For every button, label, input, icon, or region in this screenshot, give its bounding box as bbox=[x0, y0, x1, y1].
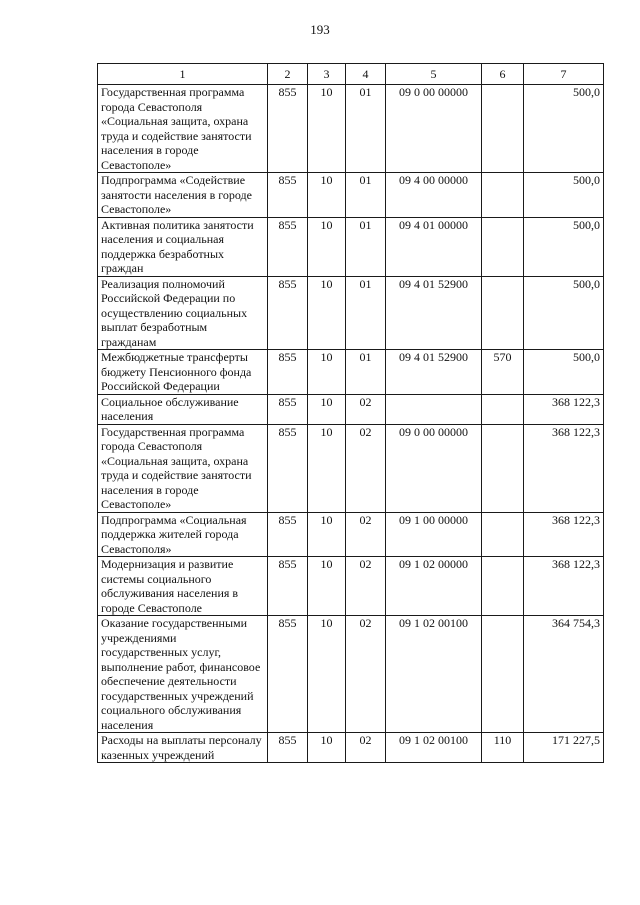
row-col-2: 855 bbox=[268, 394, 308, 424]
row-col-2: 855 bbox=[268, 85, 308, 173]
row-name: Модернизация и развитие системы социального обслуживания населения в городе Севастополе bbox=[98, 557, 268, 616]
header-col-5: 5 bbox=[386, 64, 482, 85]
row-col-5: 09 0 00 00000 bbox=[386, 85, 482, 173]
row-col-7: 500,0 bbox=[524, 173, 604, 218]
row-col-6 bbox=[482, 217, 524, 276]
row-col-6 bbox=[482, 557, 524, 616]
row-col-4: 02 bbox=[346, 512, 386, 557]
header-col-3: 3 bbox=[308, 64, 346, 85]
header-col-6: 6 bbox=[482, 64, 524, 85]
table-row bbox=[98, 217, 604, 276]
row-col-3: 10 bbox=[308, 173, 346, 218]
row-col-2: 855 bbox=[268, 733, 308, 763]
header-row bbox=[98, 64, 604, 85]
row-name: Подпрограмма «Содействие занятости населения в городе Севастополе» bbox=[98, 173, 268, 218]
row-col-4: 01 bbox=[346, 276, 386, 350]
row-col-4: 01 bbox=[346, 173, 386, 218]
budget-table bbox=[97, 63, 604, 763]
row-col-5: 09 1 02 00100 bbox=[386, 616, 482, 733]
row-col-5: 09 1 00 00000 bbox=[386, 512, 482, 557]
row-col-6: 110 bbox=[482, 733, 524, 763]
row-col-2: 855 bbox=[268, 557, 308, 616]
row-col-2: 855 bbox=[268, 424, 308, 512]
row-col-4: 02 bbox=[346, 394, 386, 424]
row-col-3: 10 bbox=[308, 394, 346, 424]
table-row bbox=[98, 557, 604, 616]
row-col-3: 10 bbox=[308, 276, 346, 350]
table-row bbox=[98, 276, 604, 350]
row-col-4: 02 bbox=[346, 616, 386, 733]
row-name: Реализация полномочий Российской Федерации по осуществлению социальных выплат безработным гражданам bbox=[98, 276, 268, 350]
header-col-1: 1 bbox=[98, 64, 268, 85]
row-col-4: 02 bbox=[346, 557, 386, 616]
row-col-3: 10 bbox=[308, 616, 346, 733]
row-name: Расходы на выплаты персоналу казенных учреждений bbox=[98, 733, 268, 763]
row-col-3: 10 bbox=[308, 85, 346, 173]
row-col-3: 10 bbox=[308, 350, 346, 395]
row-col-5: 09 4 00 00000 bbox=[386, 173, 482, 218]
row-col-4: 01 bbox=[346, 85, 386, 173]
header-col-4: 4 bbox=[346, 64, 386, 85]
row-col-2: 855 bbox=[268, 217, 308, 276]
row-col-4: 02 bbox=[346, 733, 386, 763]
row-col-6: 570 bbox=[482, 350, 524, 395]
row-col-7: 500,0 bbox=[524, 85, 604, 173]
row-col-7: 500,0 bbox=[524, 276, 604, 350]
row-col-5: 09 4 01 52900 bbox=[386, 350, 482, 395]
row-col-3: 10 bbox=[308, 512, 346, 557]
table-row bbox=[98, 616, 604, 733]
row-col-4: 01 bbox=[346, 217, 386, 276]
row-col-5: 09 1 02 00000 bbox=[386, 557, 482, 616]
row-col-5: 09 1 02 00100 bbox=[386, 733, 482, 763]
row-name: Межбюджетные трансферты бюджету Пенсионного фонда Российской Федерации bbox=[98, 350, 268, 395]
table-row bbox=[98, 733, 604, 763]
row-col-4: 02 bbox=[346, 424, 386, 512]
row-col-2: 855 bbox=[268, 512, 308, 557]
row-col-6 bbox=[482, 173, 524, 218]
page-number: 193 bbox=[310, 22, 330, 37]
row-col-5: 09 0 00 00000 bbox=[386, 424, 482, 512]
row-col-2: 855 bbox=[268, 616, 308, 733]
row-col-4: 01 bbox=[346, 350, 386, 395]
table-row bbox=[98, 350, 604, 395]
row-name: Государственная программа города Севастополя «Социальная защита, охрана труда и содействие занятости населения в городе Севастополе» bbox=[98, 424, 268, 512]
row-col-7: 500,0 bbox=[524, 217, 604, 276]
row-name: Оказание государственными учреждениями государственных услуг, выполнение работ, финансовое обеспечение деятельности государственных учреждений социального обслуживания населения bbox=[98, 616, 268, 733]
row-col-6 bbox=[482, 394, 524, 424]
row-col-6 bbox=[482, 276, 524, 350]
header-col-7: 7 bbox=[524, 64, 604, 85]
row-name: Социальное обслуживание населения bbox=[98, 394, 268, 424]
row-col-5: 09 4 01 00000 bbox=[386, 217, 482, 276]
row-col-6 bbox=[482, 424, 524, 512]
row-col-2: 855 bbox=[268, 276, 308, 350]
table-row bbox=[98, 173, 604, 218]
table-row bbox=[98, 424, 604, 512]
table-row bbox=[98, 512, 604, 557]
row-col-3: 10 bbox=[308, 217, 346, 276]
row-col-6 bbox=[482, 85, 524, 173]
row-col-3: 10 bbox=[308, 733, 346, 763]
row-col-7: 368 122,3 bbox=[524, 424, 604, 512]
table-row bbox=[98, 394, 604, 424]
row-col-7: 364 754,3 bbox=[524, 616, 604, 733]
row-col-7: 368 122,3 bbox=[524, 557, 604, 616]
row-col-2: 855 bbox=[268, 350, 308, 395]
header-col-2: 2 bbox=[268, 64, 308, 85]
row-col-6 bbox=[482, 616, 524, 733]
row-col-6 bbox=[482, 512, 524, 557]
row-col-7: 368 122,3 bbox=[524, 394, 604, 424]
row-col-7: 171 227,5 bbox=[524, 733, 604, 763]
table-row bbox=[98, 85, 604, 173]
row-col-3: 10 bbox=[308, 424, 346, 512]
row-col-2: 855 bbox=[268, 173, 308, 218]
row-col-5 bbox=[386, 394, 482, 424]
row-col-3: 10 bbox=[308, 557, 346, 616]
row-name: Подпрограмма «Социальная поддержка жителей города Севастополя» bbox=[98, 512, 268, 557]
row-name: Активная политика занятости населения и социальная поддержка безработных граждан bbox=[98, 217, 268, 276]
row-col-5: 09 4 01 52900 bbox=[386, 276, 482, 350]
row-name: Государственная программа города Севастополя «Социальная защита, охрана труда и содействие занятости населения в городе Севастополе» bbox=[98, 85, 268, 173]
row-col-7: 500,0 bbox=[524, 350, 604, 395]
row-col-7: 368 122,3 bbox=[524, 512, 604, 557]
